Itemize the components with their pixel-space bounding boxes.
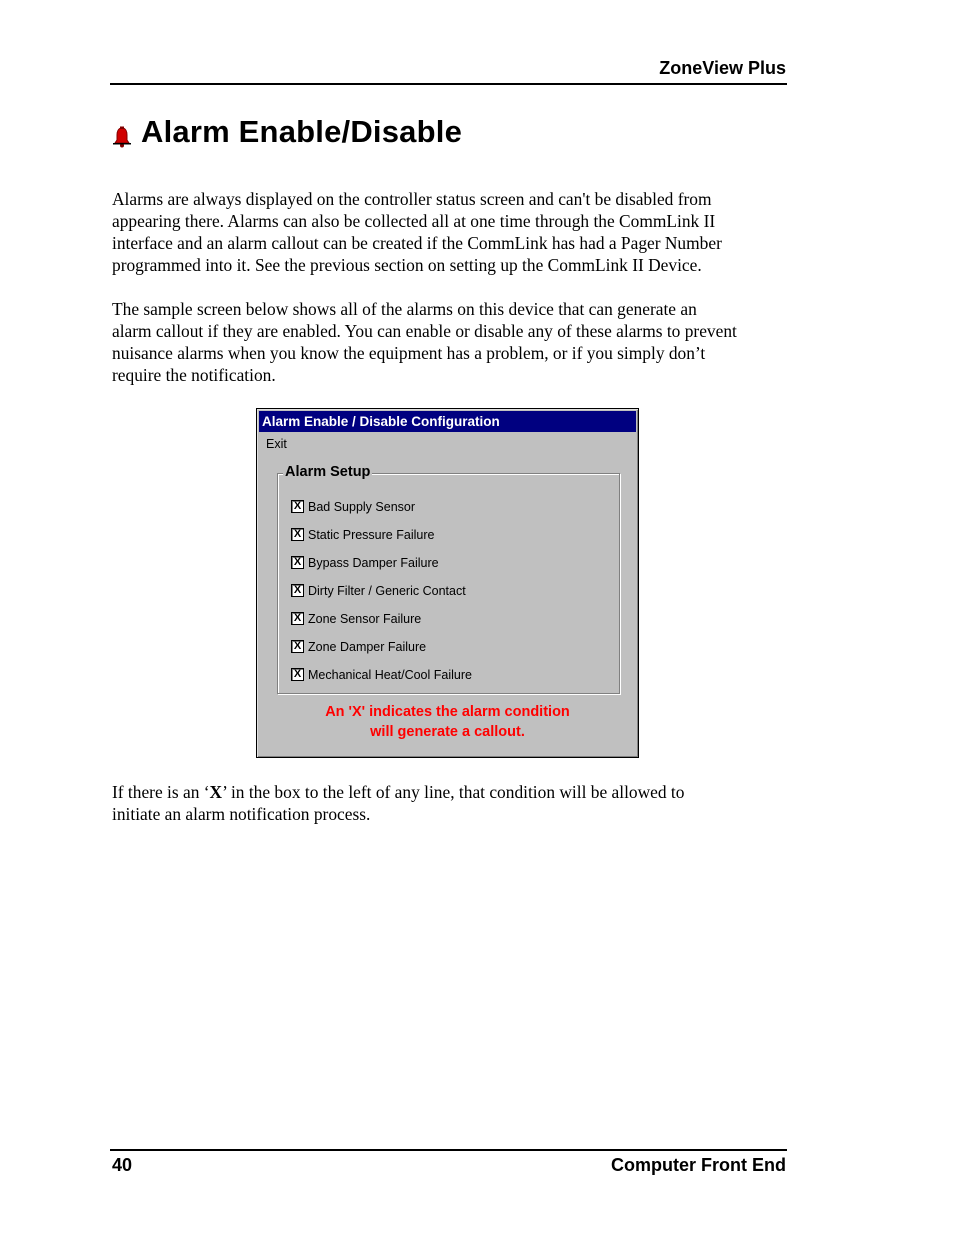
menu-exit[interactable]: Exit xyxy=(266,437,287,451)
explanation-paragraph xyxy=(112,781,802,825)
alarm-bell-icon xyxy=(112,126,132,148)
alarm-checkbox-bad-supply-sensor[interactable] xyxy=(291,500,415,518)
alarm-config-dialog xyxy=(256,408,639,758)
header-rule xyxy=(110,83,787,85)
alarm-checkbox-mechanical-heat-cool-failure[interactable] xyxy=(291,668,472,686)
alarm-setup-group xyxy=(277,464,620,694)
paragraph-line: Alarms are always displayed on the controller status screen and can't be disabled from xyxy=(112,189,712,209)
group-label: Alarm Setup xyxy=(285,464,371,480)
section-title: Alarm Enable/Disable xyxy=(141,114,463,149)
checkbox-label: Bypass Damper Failure xyxy=(308,556,439,570)
paragraph-line: initiate an alarm notification process. xyxy=(112,804,371,824)
alarm-checkbox-static-pressure-failure[interactable] xyxy=(291,528,434,546)
alarm-checkbox-bypass-damper-failure[interactable] xyxy=(291,556,439,574)
alarm-checkbox-zone-sensor-failure[interactable] xyxy=(291,612,421,630)
paragraph-line: The sample screen below shows all of the alarms on this device that can generate an xyxy=(112,299,697,319)
checkbox-box[interactable]: X xyxy=(291,612,304,625)
checkbox-box[interactable]: X xyxy=(291,584,304,597)
checkbox-label: Zone Sensor Failure xyxy=(308,612,422,626)
menu-bar xyxy=(259,434,636,454)
intro-paragraph xyxy=(112,188,802,276)
checkbox-label: Mechanical Heat/Cool Failure xyxy=(308,668,472,682)
paragraph-line: nuisance alarms when you know the equipment has a problem, or if you simply don’t xyxy=(112,343,706,363)
x-emphasis: X xyxy=(209,782,223,802)
callout-notice xyxy=(257,703,638,742)
checkbox-box[interactable]: X xyxy=(291,556,304,569)
paragraph-line: programmed into it. See the previous section on setting up the CommLink II Device. xyxy=(112,255,702,275)
paragraph-line xyxy=(112,781,802,803)
paragraph-line: interface and an alarm callout can be created if the CommLink has had a Pager Number xyxy=(112,233,722,253)
dialog-title: Alarm Enable / Disable Configuration xyxy=(259,411,636,432)
running-header-title: ZoneView Plus xyxy=(659,58,786,78)
running-footer-title: Computer Front End xyxy=(611,1155,786,1175)
paragraph-line: alarm callout if they are enabled. You can enable or disable any of these alarms to prevent xyxy=(112,321,737,341)
checkbox-label: Bad Supply Sensor xyxy=(308,500,416,514)
checkbox-box[interactable]: X xyxy=(291,640,304,653)
checkbox-label: Static Pressure Failure xyxy=(308,528,435,542)
paragraph-line: appearing there. Alarms can also be collected all at one time through the CommLink II xyxy=(112,211,716,231)
sample-screen-paragraph xyxy=(112,298,802,386)
footer-rule xyxy=(110,1149,787,1151)
checkbox-label: Zone Damper Failure xyxy=(308,640,427,654)
page-number: 40 xyxy=(112,1155,133,1175)
checkbox-label: Dirty Filter / Generic Contact xyxy=(308,584,466,598)
checkbox-box[interactable]: X xyxy=(291,528,304,541)
paragraph-line: require the notification. xyxy=(112,365,276,385)
notice-line: An 'X' indicates the alarm condition xyxy=(325,704,570,720)
text-run: If there is an ‘ xyxy=(112,782,210,802)
alarm-checkbox-dirty-filter[interactable] xyxy=(291,584,466,602)
checkbox-box[interactable]: X xyxy=(291,668,304,681)
text-run: ’ in the box to the left of any line, that condition will be allowed to xyxy=(222,782,685,802)
notice-line: will generate a callout. xyxy=(370,723,525,740)
checkbox-box[interactable]: X xyxy=(291,500,304,513)
alarm-checkbox-zone-damper-failure[interactable] xyxy=(291,640,426,658)
